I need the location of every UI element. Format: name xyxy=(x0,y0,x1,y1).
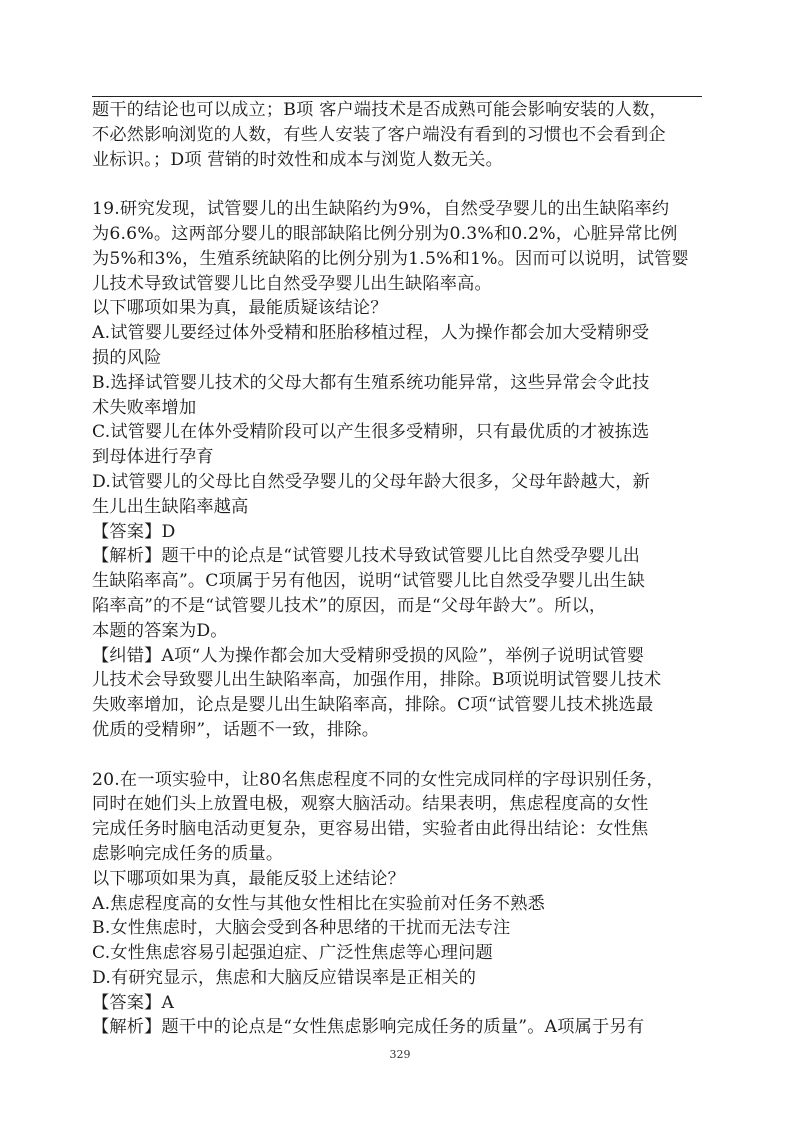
paragraph-gap xyxy=(92,743,702,768)
option-line: A.试管婴儿要经过体外受精和胚胎移植过程，人为操作都会加大受精卵受 xyxy=(92,323,650,344)
question-stem-line: 完成任务时脑电活动更复杂，更容易出错，实验者由此得出结论：女性焦 xyxy=(92,819,649,840)
option-line: C.女性焦虑容易引起强迫症、广泛性焦虑等心理问题 xyxy=(92,943,493,964)
option-line: B.选择试管婴儿技术的父母大都有生殖系统功能异常，这些异常会令此技 xyxy=(92,372,650,393)
option-line: A.焦虑程度高的女性与其他女性相比在实验前对任务不熟悉 xyxy=(92,893,545,914)
question-stem-line: 19.研究发现，试管婴儿的出生缺陷约为9%，自然受孕婴儿的出生缺陷率约 xyxy=(92,199,670,220)
question-prompt: 以下哪项如果为真，最能反驳上述结论？ xyxy=(92,868,405,889)
analysis-line: 本题的答案为D。 xyxy=(92,620,228,641)
continuation-block xyxy=(92,98,702,172)
paragraph-gap xyxy=(92,172,702,197)
analysis-line: 陷率高”的不是“试管婴儿技术”的原因，而是“父母年龄大”。所以， xyxy=(92,595,607,616)
question-stem-line: 为5%和3%，生殖系统缺陷的比例分别为1.5%和1%。因而可以说明，试管婴 xyxy=(92,248,689,269)
correction-line: 优质的受精卵”，话题不一致，排除。 xyxy=(92,719,380,740)
option-line: 生儿出生缺陷率越高 xyxy=(92,496,249,517)
correction-line: 失败率增加，论点是婴儿出生缺陷率高，排除。C项“试管婴儿技术挑选最 xyxy=(92,695,654,716)
question-stem-line: 20.在一项实验中，让80名焦虑程度不同的女性完成同样的字母识别任务， xyxy=(92,769,664,790)
option-line: 到母体进行孕育 xyxy=(92,447,214,468)
option-line: 术失败率增加 xyxy=(92,397,197,418)
option-line: C.试管婴儿在体外受精阶段可以产生很多受精卵，只有最优质的才被拣选 xyxy=(92,422,650,443)
option-line: D.试管婴儿的父母比自然受孕婴儿的父母年龄大很多，父母年龄越大，新 xyxy=(92,471,651,492)
answer-line: 【答案】D xyxy=(92,521,176,542)
question-stem-line: 同时在她们头上放置电极，观察大脑活动。结果表明，焦虑程度高的女性 xyxy=(92,794,649,815)
analysis-line: 【解析】题干中的论点是“女性焦虑影响完成任务的质量”。A项属于另有 xyxy=(92,1017,645,1038)
question-20 xyxy=(92,768,702,1041)
option-line: D.有研究显示，焦虑和大脑反应错误率是正相关的 xyxy=(92,967,477,988)
page-body xyxy=(92,98,702,1040)
question-19 xyxy=(92,197,702,743)
question-prompt: 以下哪项如果为真，最能质疑该结论？ xyxy=(92,298,388,319)
option-line: B.女性焦虑时，大脑会受到各种思绪的干扰而无法专注 xyxy=(92,918,511,939)
answer-line: 【答案】A xyxy=(92,992,175,1013)
analysis-line: 生缺陷率高”。C项属于另有他因，说明“试管婴儿比自然受孕婴儿出生缺 xyxy=(92,571,645,592)
question-stem-line: 儿技术导致试管婴儿比自然受孕婴儿出生缺陷率高。 xyxy=(92,273,492,294)
analysis-line: 【解析】题干中的论点是“试管婴儿技术导致试管婴儿比自然受孕婴儿出 xyxy=(92,546,641,567)
page-number: 329 xyxy=(389,1048,411,1061)
text-line: 题干的结论也可以成立；B项 客户端技术是否成熟可能会影响安装的人数， xyxy=(92,100,667,120)
text-line: 业标识。；D项 营销的时效性和成本与浏览人数无关。 xyxy=(92,149,503,170)
correction-line: 儿技术会导致婴儿出生缺陷率高，加强作用，排除。B项说明试管婴儿技术 xyxy=(92,670,662,691)
option-line: 损的风险 xyxy=(92,347,162,368)
text-line: 不必然影响浏览的人数，有些人安装了客户端没有看到的习惯也不会看到企 xyxy=(92,124,666,145)
header-rule xyxy=(92,96,702,97)
question-stem-line: 虑影响完成任务的质量。 xyxy=(92,843,284,864)
question-stem-line: 为6.6%。这两部分婴儿的眼部缺陷比例分别为0.3%和0.2%，心脏异常比例 xyxy=(92,223,678,244)
correction-line: 【纠错】A项“人为操作都会加大受精卵受损的风险”，举例子说明试管婴 xyxy=(92,645,645,666)
